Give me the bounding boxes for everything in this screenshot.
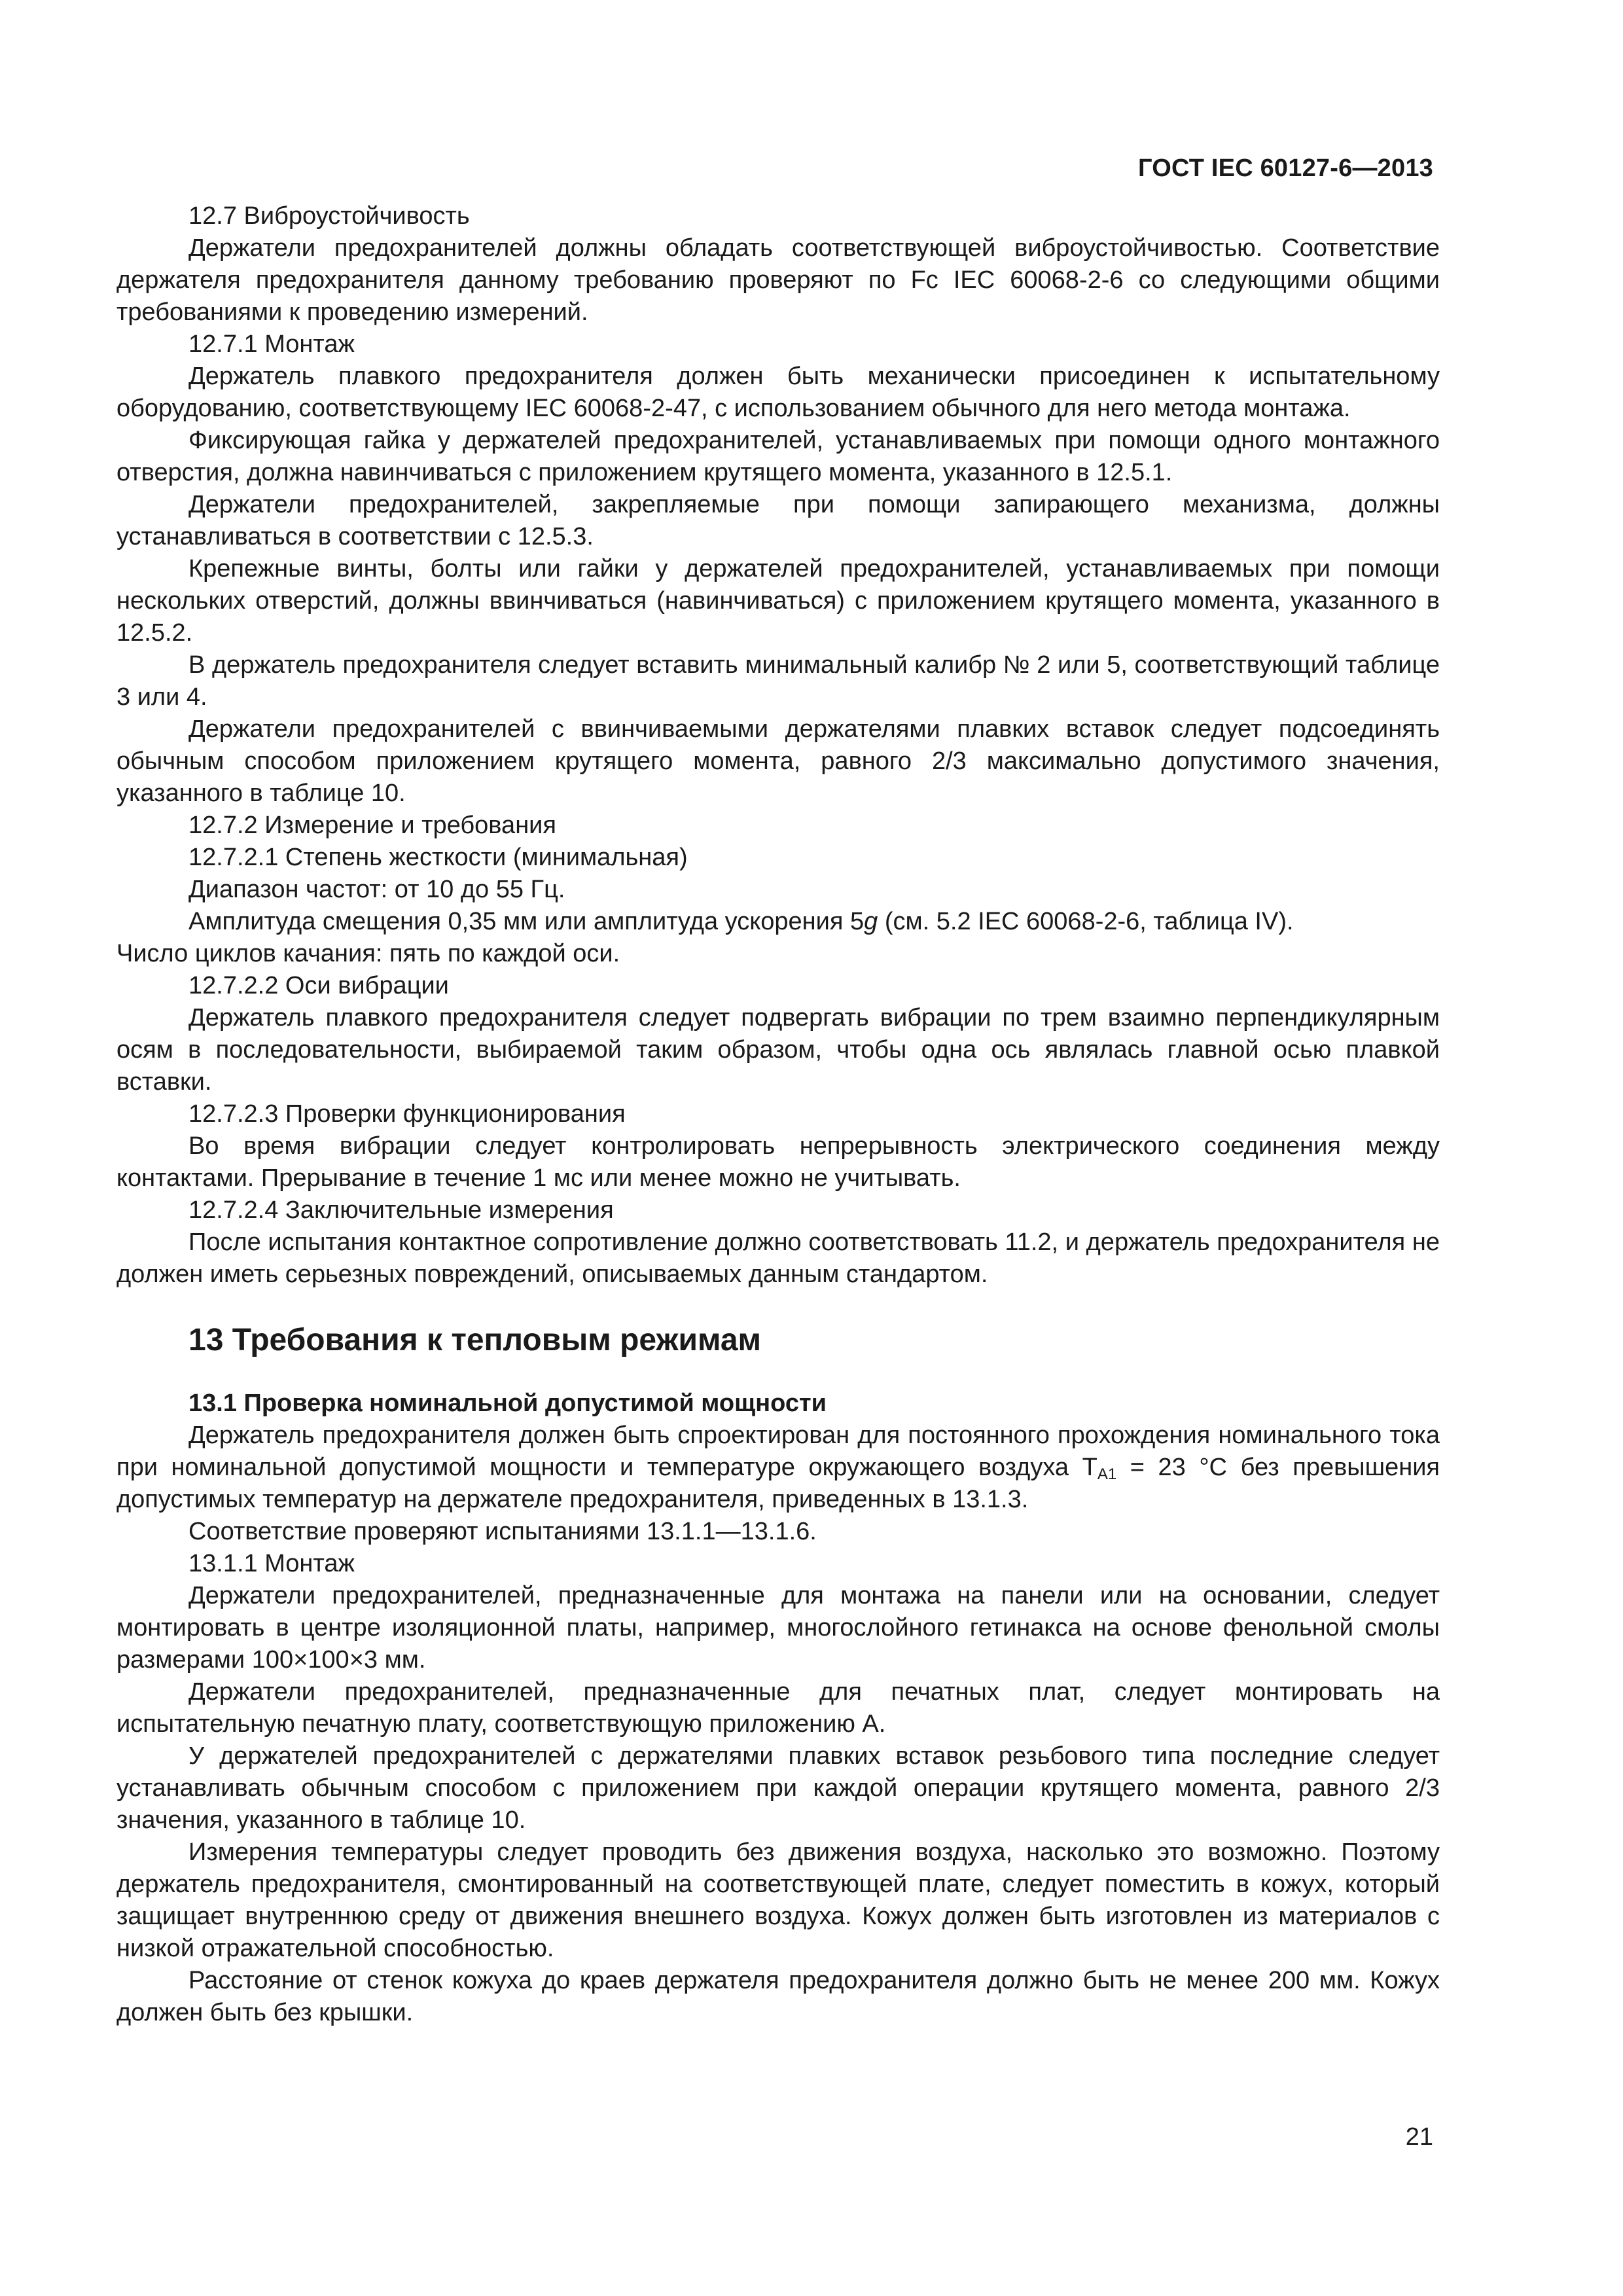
paragraph: В держатель предохранителя следует вставить минимальный калибр № 2 или 5, соответствующий таблице 3 или 4. bbox=[116, 651, 1440, 711]
section-title-13: 13 Требования к тепловым режимам bbox=[188, 1323, 762, 1357]
paragraph bbox=[116, 906, 1440, 938]
paragraph: Измерения температуры следует проводить без движения воздуха, насколько это возможно. Поэтому держатель предохранителя, смонтированный на соответствующей плате, следует поместить в кожух, который защищает внутреннюю среду от движения внешнего воздуха. Кожух должен быть изготовлен из материалов с низкой отражательной способностью. bbox=[116, 1839, 1440, 1962]
subsection-title-12-7-2-3: 12.7.2.3 Проверки функционирования bbox=[188, 1100, 626, 1128]
subsection-title-12-7-2-1: 12.7.2.1 Степень жесткости (минимальная) bbox=[188, 844, 688, 871]
subsection-title-13-1: 13.1 Проверка номинальной допустимой мощности bbox=[188, 1390, 827, 1417]
paragraph: Держатели предохранителей, предназначенные для монтажа на панели или на основании, следует монтировать в центре изоляционной платы, например, многослойного гетинакса на основе фенольной смолы размерами 100×100×3 мм. bbox=[116, 1582, 1440, 1674]
paragraph: Расстояние от стенок кожуха до краев держателя предохранителя должно быть не менее 200 мм. Кожух должен быть без крышки. bbox=[116, 1967, 1440, 2026]
paragraph: Держатели предохранителей, предназначенные для печатных плат, следует монтировать на испытательную печатную плату, соответствующую приложению А. bbox=[116, 1678, 1440, 1738]
subscript: A1 bbox=[1097, 1465, 1117, 1483]
text-run: = 23 °С без превышения допустимых температур на держателе предохранителя, приведенных в 13.1.3. bbox=[116, 1454, 1440, 1513]
italic-g: g bbox=[864, 908, 878, 935]
subsection-title-12-7-2-4: 12.7.2.4 Заключительные измерения bbox=[188, 1196, 614, 1224]
text-run: Держатель предохранителя должен быть спроектирован для постоянного прохождения номинального тока при номинальной допустимой мощности и температуре окружающего воздуха T bbox=[116, 1422, 1440, 1481]
text-run: Амплитуда смещения 0,35 мм или амплитуда ускорения 5 bbox=[188, 908, 865, 935]
subsection-title-12-7-2: 12.7.2 Измерение и требования bbox=[188, 812, 556, 839]
subsection-title-13-1-1: 13.1.1 Монтаж bbox=[188, 1550, 355, 1577]
paragraph: Держатель плавкого предохранителя следует подвергать вибрации по трем взаимно перпендикулярным осям в последовательности, выбираемой таким образом, чтобы одна ось являлась главной осью плавкой вставки. bbox=[116, 1004, 1440, 1096]
paragraph: Держатели предохранителей с ввинчиваемыми держателями плавких вставок следует подсоединять обычным способом приложением крутящего момента, равного 2/3 максимально допустимого значения, указанного в таблице 10. bbox=[116, 715, 1440, 807]
paragraph bbox=[116, 1420, 1440, 1516]
subsection-title-12-7-1: 12.7.1 Монтаж bbox=[188, 331, 355, 358]
subsection-title-12-7-2-2: 12.7.2.2 Оси вибрации bbox=[188, 972, 449, 999]
page-number: 21 bbox=[1405, 2123, 1433, 2151]
paragraph: Число циклов качания: пять по каждой оси. bbox=[116, 940, 620, 967]
paragraph: У держателей предохранителей с держателями плавких вставок резьбового типа последние следует устанавливать обычным способом с приложением при каждой операции крутящего момента, равного 2/3 значения, указанного в таблице 10. bbox=[116, 1742, 1440, 1834]
section-title-12-7: 12.7 Виброустойчивость bbox=[188, 202, 470, 230]
paragraph: После испытания контактное сопротивление должно соответствовать 11.2, и держатель предохранителя не должен иметь серьезных повреждений, описываемых данным стандартом. bbox=[116, 1229, 1440, 1288]
paragraph: Держатели предохранителей должны обладать соответствующей виброустойчивостью. Соответствие держателя предохранителя данному требованию проверяют по Fc IEC 60068-2-6 со следующими общими требованиями к проведению измерений. bbox=[116, 234, 1440, 326]
paragraph: Держатели предохранителей, закрепляемые при помощи запирающего механизма, должны устанавливаться в соответствии с 12.5.3. bbox=[116, 491, 1440, 550]
text-run: (см. 5.2 IEC 60068-2-6, таблица IV). bbox=[878, 908, 1294, 935]
paragraph: Диапазон частот: от 10 до 55 Гц. bbox=[188, 876, 565, 903]
paragraph: Соответствие проверяют испытаниями 13.1.1—13.1.6. bbox=[188, 1518, 817, 1545]
document-header: ГОСТ IEC 60127-6—2013 bbox=[1138, 154, 1433, 182]
document-body bbox=[116, 200, 1440, 2029]
paragraph: Фиксирующая гайка у держателей предохранителей, устанавливаемых при помощи одного монтажного отверстия, должна навинчиваться с приложением крутящего момента, указанного в 12.5.1. bbox=[116, 427, 1440, 486]
paragraph: Держатель плавкого предохранителя должен быть механически присоединен к испытательному оборудованию, соответствующему IEC 60068-2-47, с использованием обычного для него метода монтажа. bbox=[116, 363, 1440, 422]
paragraph: Крепежные винты, болты или гайки у держателей предохранителей, устанавливаемых при помощи нескольких отверстий, должны ввинчиваться (навинчиваться) с приложением крутящего момента, указанного в 12.5.2. bbox=[116, 555, 1440, 647]
paragraph: Во время вибрации следует контролировать непрерывность электрического соединения между контактами. Прерывание в течение 1 мс или менее можно не учитывать. bbox=[116, 1132, 1440, 1192]
